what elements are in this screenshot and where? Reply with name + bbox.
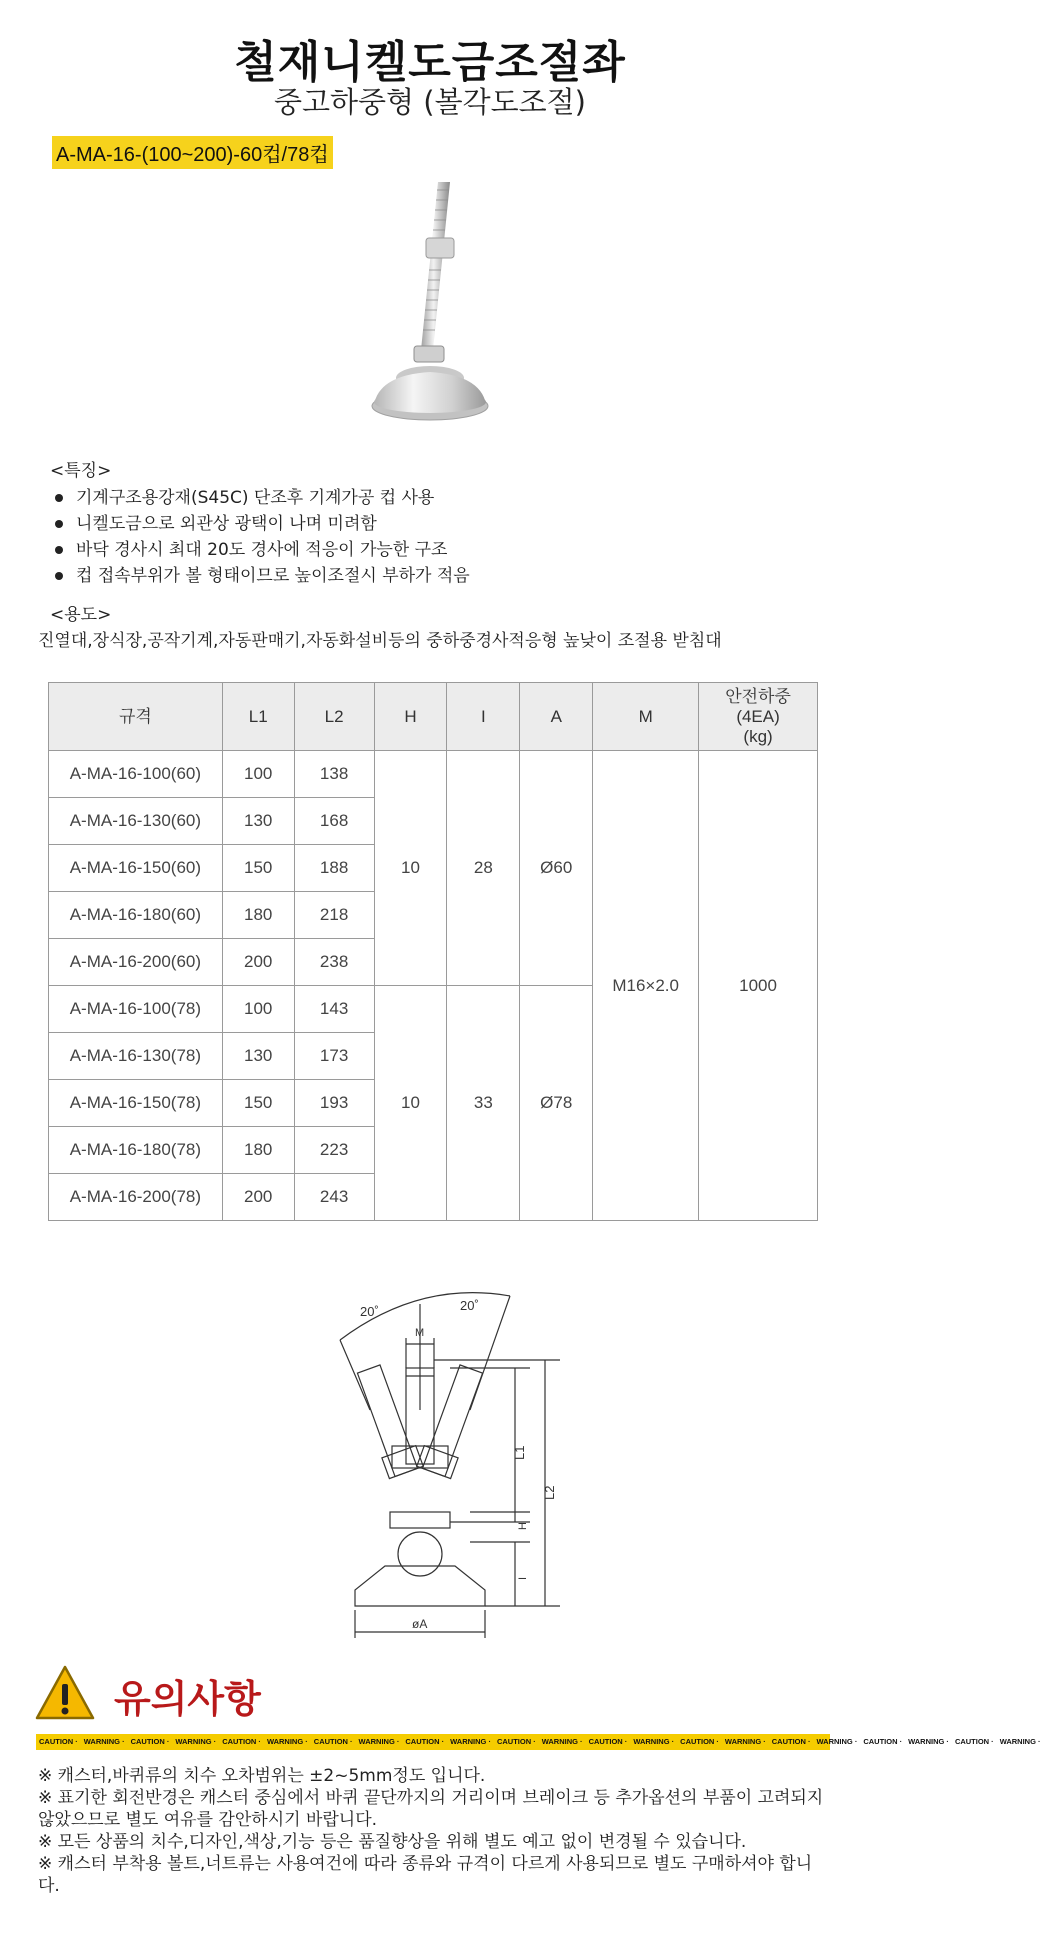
caution-tape-word: CAUTION · [771, 1737, 811, 1746]
diagram-angle-right: 20˚ [460, 1298, 479, 1313]
diagram-label-l2: L2 [542, 1485, 557, 1500]
cell-l1: 150 [222, 845, 294, 892]
cell-l2: 173 [294, 1033, 374, 1080]
caution-tape-word: WARNING · [908, 1737, 949, 1746]
diagram-label-m: M [415, 1327, 425, 1339]
cell-l1: 200 [222, 939, 294, 986]
cell-l1: 200 [222, 1174, 294, 1221]
cell-spec: A-MA-16-150(60) [49, 845, 223, 892]
diagram-label-h: H [517, 1522, 529, 1530]
page-title: 철재니켈도금조절좌 [234, 37, 626, 88]
spec-table [48, 682, 818, 1221]
col-header-load: 안전하중 (4EA) (kg) [699, 683, 818, 751]
caution-tape-word: CAUTION · [680, 1737, 719, 1746]
usage-text: 진열대,장식장,공작기계,자동판매기,자동화설비등의 중하중경사적응형 높낮이 조절용 받침대 [38, 631, 722, 651]
caution-note: ※ 캐스터,바퀴류의 치수 오차범위는 ±2~5mm정도 입니다. [38, 1766, 486, 1786]
feature-item: 컵 접속부위가 볼 형태이므로 높이조절시 부하가 적음 [50, 563, 830, 589]
cell-spec: A-MA-16-180(60) [49, 892, 223, 939]
dimension-diagram [320, 1260, 600, 1660]
cell-spec: A-MA-16-200(78) [49, 1174, 223, 1221]
cell-l1: 100 [222, 986, 294, 1033]
caution-tape-word: WARNING · [724, 1737, 766, 1746]
caution-note: ※ 모든 상품의 치수,디자인,색상,기능 등은 품질향상을 위해 별도 예고 없이 변경될 수 있습니다. [38, 1832, 747, 1852]
caution-tape-word: WARNING · [450, 1737, 491, 1746]
usage-heading: <용도> [50, 605, 112, 625]
col-header-m: M [593, 683, 699, 751]
cell-load: 1000 [699, 751, 818, 1221]
caution-tape-word: CAUTION · [405, 1737, 445, 1746]
cell-spec: A-MA-16-100(60) [49, 751, 223, 798]
caution-tape-word: CAUTION · [313, 1737, 353, 1746]
cell-spec: A-MA-16-100(78) [49, 986, 223, 1033]
caution-tape-word: WARNING · [541, 1737, 583, 1746]
product-photo [350, 170, 520, 440]
caution-notes [38, 1765, 828, 1897]
cell-a-78: Ø78 [520, 986, 593, 1221]
cell-l2: 188 [294, 845, 374, 892]
cell-spec: A-MA-16-130(60) [49, 798, 223, 845]
cell-l2: 238 [294, 939, 374, 986]
cell-l2: 218 [294, 892, 374, 939]
features-section [50, 456, 830, 589]
page-subtitle: 중고하중형 (볼각도조절) [274, 85, 586, 119]
caution-title: 유의사항 [114, 1677, 261, 1721]
cell-l2: 138 [294, 751, 374, 798]
usage-section [38, 602, 838, 654]
feature-item: 기계구조용강재(S45C) 단조후 기계가공 컵 사용 [50, 485, 830, 511]
feature-item: 바닥 경사시 최대 20도 경사에 적응이 가능한 구조 [50, 537, 830, 563]
cell-l1: 150 [222, 1080, 294, 1127]
table-header-row [49, 683, 818, 751]
caution-tape [36, 1734, 1041, 1750]
cell-l2: 168 [294, 798, 374, 845]
caution-tape-word: CAUTION · [588, 1737, 628, 1746]
cell-l2: 243 [294, 1174, 374, 1221]
warning-triangle-icon [34, 1664, 96, 1722]
caution-tape-word: CAUTION · [39, 1737, 78, 1746]
caution-note: ※ 캐스터 부착용 볼트,너트류는 사용여건에 따라 종류와 규격이 다르게 사용되므로 별도 구매하셔야 합니다. [38, 1854, 813, 1896]
cell-m: M16×2.0 [593, 751, 699, 1221]
cell-spec: A-MA-16-130(78) [49, 1033, 223, 1080]
caution-tape-word: WARNING · [999, 1737, 1041, 1746]
feature-item: 니켈도금으로 외관상 광택이 나며 미려함 [50, 511, 830, 537]
cell-l1: 100 [222, 751, 294, 798]
caution-tape-word: CAUTION · [222, 1737, 261, 1746]
cell-i-78: 33 [447, 986, 520, 1221]
caution-tape-word: WARNING · [633, 1737, 675, 1746]
caution-tape-word: WARNING · [358, 1737, 400, 1746]
diagram-label-l1: L1 [512, 1445, 527, 1460]
model-tag: A-MA-16-(100~200)-60컵/78컵 [52, 136, 333, 169]
cell-h-78: 10 [374, 986, 447, 1221]
col-header-spec: 규격 [49, 683, 223, 751]
cell-a-60: Ø60 [520, 751, 593, 986]
cell-h-60: 10 [374, 751, 447, 986]
caution-header [34, 1660, 434, 1730]
diagram-label-a: øA [412, 1617, 428, 1631]
col-header-l2: L2 [294, 683, 374, 751]
caution-note: ※ 표기한 회전반경은 캐스터 중심에서 바퀴 끝단까지의 거리이며 브레이크 등 추가옵션의 부품이 고려되지 않았으므로 별도 여유를 감안하시기 바랍니다. [38, 1788, 824, 1830]
caution-tape-word: WARNING · [83, 1737, 125, 1746]
col-header-i: I [447, 683, 520, 751]
cell-l2: 143 [294, 986, 374, 1033]
caution-tape-word: CAUTION · [496, 1737, 536, 1746]
col-header-l1: L1 [222, 683, 294, 751]
caution-tape-word: WARNING · [175, 1737, 217, 1746]
cell-spec: A-MA-16-180(78) [49, 1127, 223, 1174]
features-list [50, 485, 830, 589]
cell-i-60: 28 [447, 751, 520, 986]
cell-l1: 130 [222, 798, 294, 845]
features-heading: <특징> [50, 461, 112, 481]
col-header-h: H [374, 683, 447, 751]
diagram-angle-left: 20˚ [360, 1304, 379, 1319]
col-header-a: A [520, 683, 593, 751]
cell-l1: 180 [222, 1127, 294, 1174]
cell-l2: 223 [294, 1127, 374, 1174]
diagram-label-i: I [517, 1576, 529, 1580]
caution-tape-word: CAUTION · [863, 1737, 903, 1746]
caution-tape-word: CAUTION · [130, 1737, 170, 1746]
cell-spec: A-MA-16-150(78) [49, 1080, 223, 1127]
caution-tape-word: WARNING · [266, 1737, 308, 1746]
caution-tape-word: WARNING · [816, 1737, 858, 1746]
caution-tape-word: CAUTION · [954, 1737, 994, 1746]
table-row [49, 751, 818, 798]
cell-l1: 180 [222, 892, 294, 939]
cell-spec: A-MA-16-200(60) [49, 939, 223, 986]
cell-l1: 130 [222, 1033, 294, 1080]
cell-l2: 193 [294, 1080, 374, 1127]
